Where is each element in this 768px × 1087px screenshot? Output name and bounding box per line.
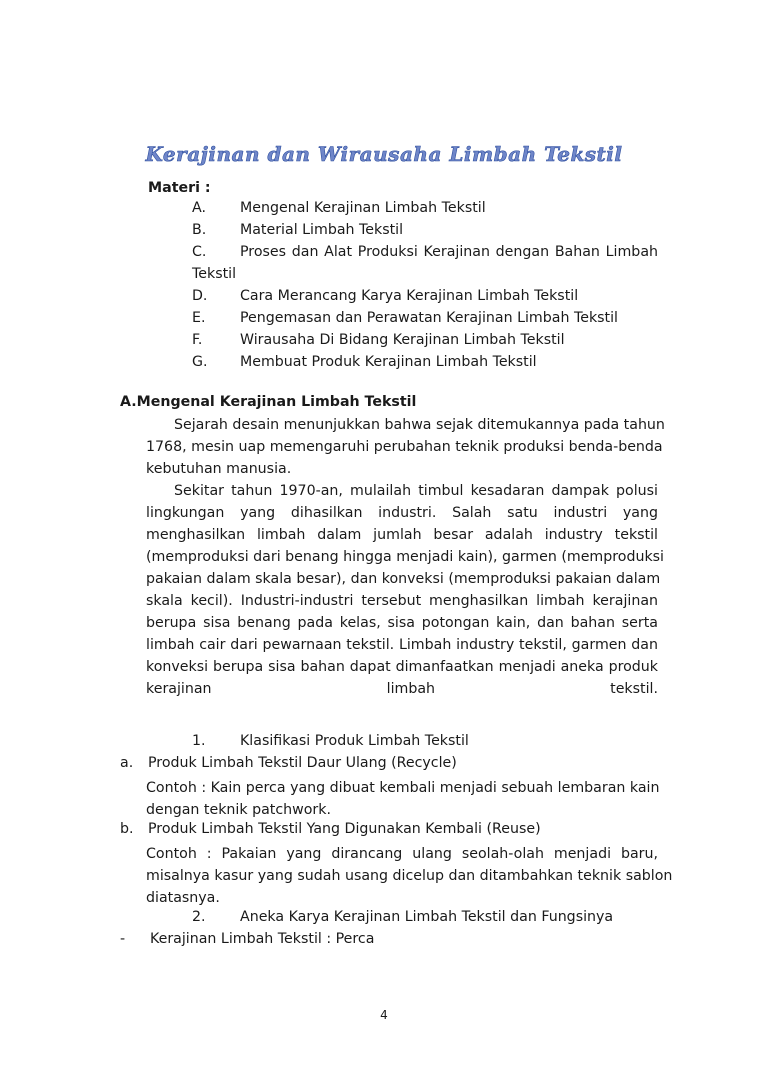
toc-item — [192, 222, 403, 238]
toc-item — [192, 332, 565, 348]
list-item-body — [146, 777, 658, 821]
toc-text: Wirausaha Di Bidang Kerajinan Limbah Tekstil — [240, 332, 565, 348]
toc-item — [192, 200, 486, 216]
toc-item — [192, 288, 578, 304]
list-item-title: Produk Limbah Tekstil Daur Ulang (Recycle) — [148, 755, 457, 771]
subsection-heading — [192, 733, 469, 749]
toc-text: Pengemasan dan Perawatan Kerajinan Limbah Tekstil — [240, 310, 618, 326]
subsection-text: Aneka Karya Kerajinan Limbah Tekstil dan Fungsinya — [240, 909, 614, 925]
subsection-number: 1. — [192, 733, 206, 749]
text-line: kerajinan limbah tekstil. — [146, 681, 658, 697]
toc-item — [192, 244, 658, 260]
text-line: Contoh : Pakaian yang dirancang ulang seolah-olah menjadi baru, — [146, 846, 658, 862]
toc-letter: B. — [192, 222, 207, 238]
text-line: Sekitar tahun 1970-an, mulailah timbul kesadaran dampak polusi — [174, 483, 658, 499]
text-line: diatasnya. — [146, 890, 220, 906]
text-line: Contoh : Kain perca yang dibuat kembali menjadi sebuah lembaran kain — [146, 780, 660, 796]
materi-label: Materi : — [148, 180, 211, 196]
toc-text: Proses dan Alat Produksi Kerajinan dengan Bahan Limbah — [240, 244, 658, 260]
text-line: berupa sisa benang pada kelas, sisa potongan kain, dan bahan serta — [146, 615, 658, 631]
toc-text: Cara Merancang Karya Kerajinan Limbah Tekstil — [240, 288, 579, 304]
document-title: Kerajinan dan Wirausaha Limbah Tekstil — [145, 142, 623, 166]
text-line: pakaian dalam skala besar), dan konveksi (memproduksi pakaian dalam — [146, 571, 661, 587]
text-line: konveksi berupa sisa bahan dapat dimanfaatkan menjadi aneka produk — [146, 659, 658, 675]
toc-text: Mengenal Kerajinan Limbah Tekstil — [240, 200, 486, 216]
list-marker: - — [120, 931, 126, 947]
page-number: 4 — [380, 1008, 388, 1022]
text-line: kebutuhan manusia. — [146, 461, 292, 477]
toc-letter: F. — [192, 332, 203, 348]
toc-letter: A. — [192, 200, 206, 216]
text-line: lingkungan yang dihasilkan industri. Salah satu industri yang — [146, 505, 658, 521]
list-item-title: Kerajinan Limbah Tekstil : Perca — [150, 931, 375, 947]
toc-letter: C. — [192, 244, 207, 260]
toc-item — [192, 354, 537, 370]
paragraph-history — [146, 414, 665, 480]
toc-letter: G. — [192, 354, 208, 370]
list-marker: a. — [120, 755, 134, 771]
subsection-number: 2. — [192, 909, 206, 925]
toc-letter: E. — [192, 310, 206, 326]
subsection-heading — [192, 909, 613, 925]
text-line: misalnya kasur yang sudah usang dicelup dan ditambahkan teknik sablon — [146, 868, 673, 884]
section-heading: A.Mengenal Kerajinan Limbah Tekstil — [120, 394, 417, 410]
toc-text: Material Limbah Tekstil — [240, 222, 404, 238]
text-line: (memproduksi dari benang hingga menjadi kain), garmen (memproduksi — [146, 549, 664, 565]
text-line: dengan teknik patchwork. — [146, 802, 331, 818]
toc-letter: D. — [192, 288, 208, 304]
text-line: skala kecil). Industri-industri tersebut menghasilkan limbah kerajinan — [146, 593, 658, 609]
list-item-body — [146, 843, 673, 909]
text-line: 1768, mesin uap memengaruhi perubahan teknik produksi benda-benda — [146, 439, 663, 455]
text-line: limbah cair dari pewarnaan tekstil. Limbah industry tekstil, garmen dan — [146, 637, 658, 653]
subsection-text: Klasifikasi Produk Limbah Tekstil — [240, 733, 469, 749]
toc-text: Membuat Produk Kerajinan Limbah Tekstil — [240, 354, 537, 370]
text-line: menghasilkan limbah dalam jumlah besar adalah industry tekstil — [146, 527, 658, 543]
list-item-title: Produk Limbah Tekstil Yang Digunakan Kembali (Reuse) — [148, 821, 541, 837]
toc-item — [192, 310, 618, 326]
text-line: Sejarah desain menunjukkan bahwa sejak ditemukannya pada tahun — [174, 417, 665, 433]
paragraph-pollution — [146, 480, 664, 700]
list-marker: b. — [120, 821, 134, 837]
toc-item-continuation: Tekstil — [192, 266, 237, 282]
